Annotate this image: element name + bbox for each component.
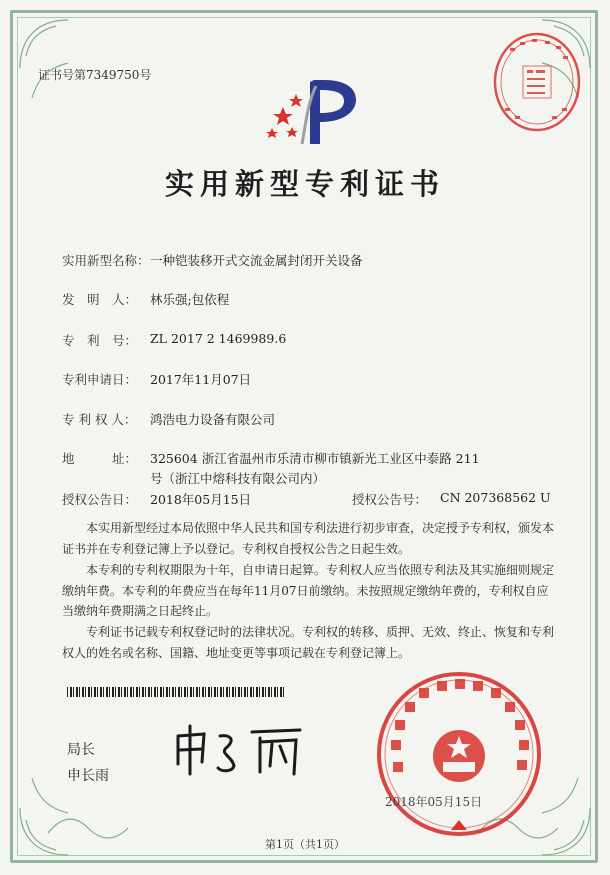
patent-number-label: 专 利 号：	[62, 333, 138, 348]
patent-office-logo	[258, 72, 362, 148]
grant-date-value: 2018年05月15日	[150, 492, 252, 507]
address-line2: 号（浙江中熔科技有限公司内）	[150, 471, 326, 486]
inventor-value: 林乐强;包依程	[150, 292, 230, 307]
handwritten-signature	[170, 722, 310, 780]
patentee-value: 鸿浩电力设备有限公司	[150, 412, 276, 427]
grant-number-label: 授权公告号：	[352, 492, 428, 507]
paragraph-grant: 本实用新型经过本局依照中华人民共和国专利法进行初步审查，决定授予专利权，颁发本证书并在专利登记簿上予以登记。专利权自授权公告之日起生效。	[62, 521, 555, 556]
issue-date: 2018年05月15日	[385, 795, 483, 809]
filing-date-label: 专利申请日：	[62, 372, 138, 387]
barcode	[67, 687, 285, 697]
tax-stamp	[490, 30, 584, 134]
address-label: 地 址：	[62, 451, 138, 466]
director-name: 申长雨	[67, 768, 109, 784]
paragraph-status: 专利证书记载专利权登记时的法律状况。专利权的转移、质押、无效、终止、恢复和专利权人的姓名或名称、国籍、地址变更等事项记载在专利登记簿上。	[62, 625, 555, 660]
page-footer: 第1页（共1页）	[265, 838, 345, 851]
grant-number-value: CN 207368562 U	[440, 490, 551, 505]
utility-model-name-label: 实用新型名称：	[62, 253, 150, 268]
filing-date-value: 2017年11月07日	[150, 372, 252, 387]
certificate-number: 证书号第7349750号	[38, 68, 152, 82]
patent-number-value: ZL 2017 2 1469989.6	[150, 331, 287, 346]
patentee-label: 专 利 权 人：	[62, 412, 137, 427]
national-ip-seal	[375, 670, 543, 838]
utility-model-name-value: 一种铠装移开式交流金属封闭开关设备	[150, 253, 363, 268]
inventor-label: 发 明 人：	[62, 292, 138, 307]
address-line1: 325604 浙江省温州市乐清市柳市镇新光工业区中泰路 211	[150, 451, 480, 466]
paragraph-term: 本专利的专利权期限为十年，自申请日起算。专利权人应当依照专利法及其实施细则规定缴纳年费。本专利的年费应当在每年11月07日前缴纳。未按照规定缴纳年费的，专利权自应当缴纳年费期满之日起终止。	[62, 563, 555, 618]
certificate-title: 实用新型专利证书	[164, 167, 445, 201]
director-title: 局长	[67, 742, 95, 758]
grant-date-label: 授权公告日：	[62, 492, 138, 507]
